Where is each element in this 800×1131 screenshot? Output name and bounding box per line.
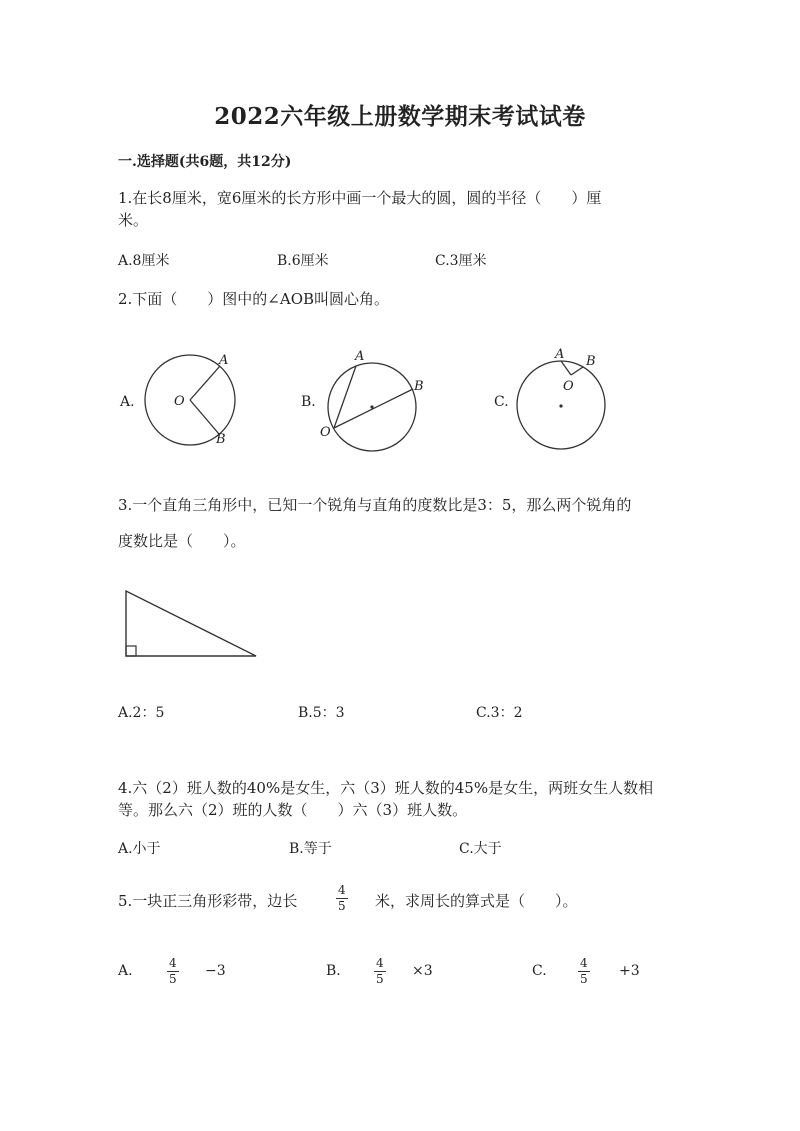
q5-option-c-denominator: 5 bbox=[580, 972, 588, 986]
q2-figure-b-b: B bbox=[414, 379, 424, 394]
question-2-text: 2.下面（ ）图中的∠AOB叫圆心角。 bbox=[118, 290, 390, 308]
q4-option-c[interactable]: C.大于 bbox=[459, 841, 502, 857]
q5-option-a-numerator: 4 bbox=[169, 956, 177, 970]
q2-figure-c[interactable] bbox=[494, 347, 605, 449]
q5-fraction-numerator: 4 bbox=[338, 883, 346, 897]
q5-option-b-denominator: 5 bbox=[376, 972, 384, 986]
q5-option-c-label[interactable]: C. bbox=[532, 963, 547, 979]
q1-option-c[interactable]: C.3厘米 bbox=[435, 253, 487, 269]
q3-option-a[interactable]: A.2：5 bbox=[118, 705, 165, 721]
q3-option-c[interactable]: C.3：2 bbox=[476, 705, 523, 721]
q2-figure-c-center-dot bbox=[559, 404, 562, 407]
page-title: 2022六年级上册数学期末考试试卷 bbox=[214, 103, 586, 130]
q5-option-a-denominator: 5 bbox=[169, 972, 177, 986]
q5-option-b-numerator: 4 bbox=[376, 956, 384, 970]
q5-option-a-operation: −3 bbox=[205, 963, 226, 979]
q2-figure-c-b: B bbox=[586, 354, 596, 369]
q5-option-c-numerator: 4 bbox=[580, 956, 588, 970]
q5-option-b-label[interactable]: B. bbox=[326, 963, 341, 979]
q5-fraction bbox=[336, 883, 348, 914]
q2-figure-c-chord-oa bbox=[561, 361, 571, 375]
section-heading: 一.选择题(共6题，共12分) bbox=[118, 154, 292, 170]
q5-option-c-operation: +3 bbox=[619, 963, 640, 979]
q2-figure-a-radius-oa bbox=[190, 366, 220, 400]
q2-figure-a-radius-ob bbox=[190, 400, 219, 434]
q4-option-a[interactable]: A.小于 bbox=[118, 841, 161, 857]
q3-option-b[interactable]: B.5：3 bbox=[298, 705, 345, 721]
q2-figure-a-a: A bbox=[219, 353, 229, 368]
q5-option-b-operation: ×3 bbox=[412, 963, 433, 979]
q2-figure-b-a: A bbox=[355, 349, 365, 364]
q2-figure-c-a: A bbox=[555, 347, 565, 362]
q2-figure-a-b: B bbox=[216, 432, 226, 447]
question-4-line-1: 4.六（2）班人数的40%是女生，六（3）班人数的45%是女生，两班女生人数相 bbox=[118, 779, 654, 797]
q2-figure-c-chord-ob bbox=[571, 367, 583, 375]
question-1-line-1: 1.在长8厘米，宽6厘米的长方形中画一个最大的圆，圆的半径（ ）厘 bbox=[118, 189, 602, 207]
q5-option-c-fraction bbox=[578, 956, 590, 987]
q5-fraction-denominator: 5 bbox=[338, 899, 346, 913]
q2-figure-c-o: O bbox=[563, 379, 574, 394]
q5-option-a-label[interactable]: A. bbox=[118, 963, 133, 979]
question-1-line-2: 米。 bbox=[118, 211, 149, 229]
question-5-suffix: 米，求周长的算式是（ ）。 bbox=[375, 892, 578, 910]
q3-right-triangle bbox=[126, 591, 256, 656]
q3-triangle-figure bbox=[118, 585, 268, 665]
q1-option-a[interactable]: A.8厘米 bbox=[118, 253, 170, 269]
q1-option-b[interactable]: B.6厘米 bbox=[277, 253, 329, 269]
question-4-line-2: 等。那么六（2）班的人数（ ）六（3）班人数。 bbox=[118, 801, 468, 819]
q2-figure-b-o: O bbox=[320, 425, 331, 440]
q2-figure-a-label: A. bbox=[120, 394, 135, 410]
question-3-line-2: 度数比是（ ）。 bbox=[118, 532, 246, 550]
q2-figure-a-o: O bbox=[174, 394, 185, 409]
question-5-prefix: 5.一块正三角形彩带，边长 bbox=[118, 892, 298, 910]
q2-figure-a[interactable] bbox=[119, 353, 235, 447]
q2-figure-c-label: C. bbox=[494, 394, 509, 410]
q2-figure-b[interactable] bbox=[301, 349, 424, 451]
q3-right-angle-mark bbox=[126, 646, 136, 656]
q2-figure-b-label: B. bbox=[301, 394, 316, 410]
q4-option-b[interactable]: B.等于 bbox=[289, 841, 332, 857]
q2-figures bbox=[0, 340, 800, 470]
q5-option-b-fraction bbox=[374, 956, 386, 987]
question-3-line-1: 3.一个直角三角形中，已知一个锐角与直角的度数比是3：5，那么两个锐角的 bbox=[118, 496, 632, 514]
q5-option-a-fraction bbox=[167, 956, 179, 987]
